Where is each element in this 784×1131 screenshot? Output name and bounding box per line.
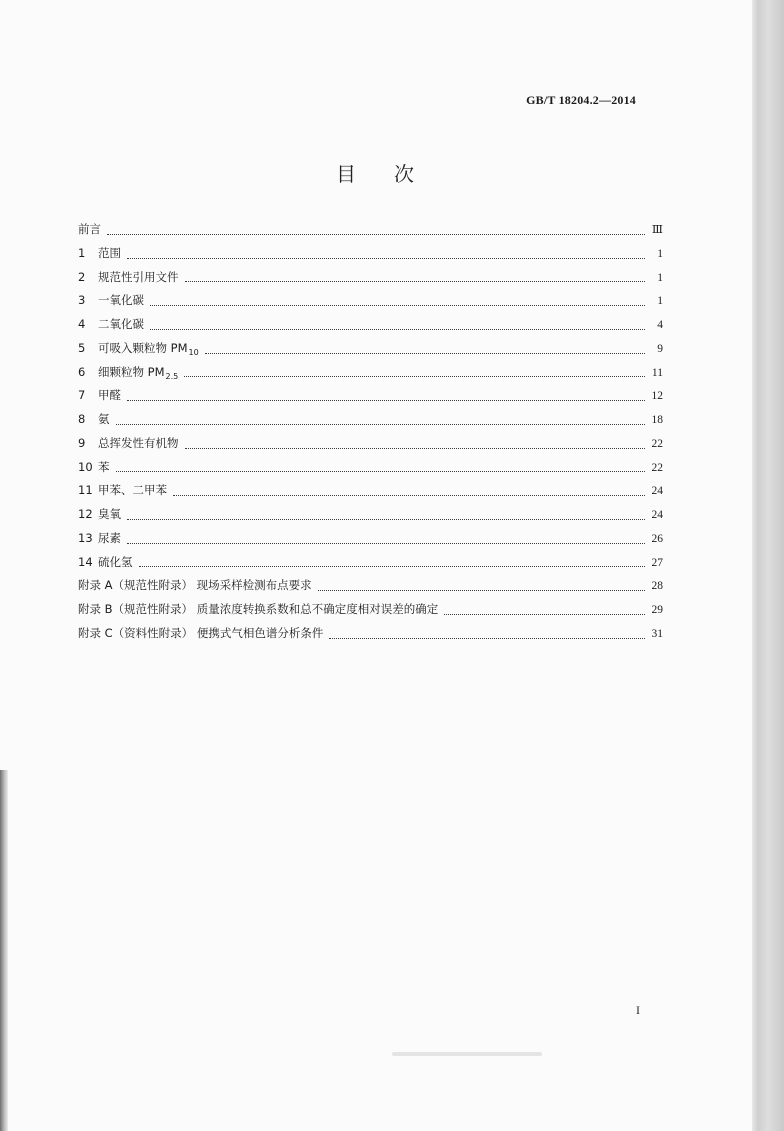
scan-left-edge — [0, 770, 8, 1131]
toc-entry[interactable] — [78, 291, 663, 315]
toc-entry-label — [78, 600, 438, 618]
toc-entry[interactable] — [78, 220, 663, 244]
toc-dot-leader — [107, 234, 645, 235]
toc-entry-text: 尿素 — [98, 530, 121, 545]
toc-entry-label — [78, 410, 110, 428]
toc-entry[interactable] — [78, 553, 663, 577]
toc-entry[interactable] — [78, 363, 663, 387]
toc-entry-number: 4 — [78, 317, 86, 331]
toc-entry-number: 10 — [78, 459, 93, 474]
toc-entry-label — [78, 220, 101, 238]
toc-entry-number: 14 — [78, 554, 93, 569]
toc-entry-text: 一氧化碳 — [98, 293, 144, 308]
toc-entry-text: 甲醛 — [98, 388, 121, 403]
toc-entry-number: 9 — [78, 435, 86, 450]
toc-entry-number: 1 — [78, 245, 86, 260]
toc-dot-leader — [127, 258, 645, 259]
toc-entry-label — [78, 553, 133, 571]
toc-entry[interactable] — [78, 600, 663, 624]
toc-title — [0, 158, 752, 187]
toc-entry-text: 苯 — [98, 459, 110, 474]
toc-dot-leader — [150, 305, 645, 306]
toc-entry-label — [78, 363, 178, 383]
toc-entry-page: 27 — [651, 556, 663, 569]
toc-entry-text: 臭氧 — [98, 507, 121, 521]
toc-entry-label — [78, 339, 199, 359]
toc-entry-label — [78, 386, 121, 404]
toc-entry[interactable] — [78, 529, 663, 553]
toc-entry-number: 11 — [78, 483, 93, 498]
toc-entry-label — [78, 624, 323, 642]
toc-entry-number: 8 — [78, 412, 86, 426]
toc-entry-label — [78, 315, 144, 333]
toc-entry-number: 12 — [78, 507, 93, 521]
toc-dot-leader — [185, 448, 646, 449]
toc-entry[interactable] — [78, 244, 663, 268]
toc-entry[interactable] — [78, 481, 663, 505]
toc-entry-text: 总挥发性有机物 — [98, 435, 179, 450]
toc-entry-label — [78, 268, 179, 286]
toc-entry-page: 22 — [651, 461, 663, 474]
toc-dot-leader — [184, 376, 645, 377]
page-number: I — [636, 1003, 640, 1017]
toc-entry[interactable] — [78, 434, 663, 458]
toc-entry-number: 7 — [78, 388, 86, 403]
toc-entry-text: 范围 — [98, 245, 121, 260]
toc-entry-label — [78, 529, 121, 547]
toc-dot-leader — [444, 614, 645, 615]
toc-entry-text: 规范性引用文件 — [98, 269, 179, 284]
toc-entry-text: 二氧化碳 — [98, 317, 144, 331]
toc-entry[interactable] — [78, 410, 663, 434]
toc-entry-label — [78, 244, 121, 262]
toc-dot-leader — [116, 424, 646, 425]
toc-entry[interactable] — [78, 339, 663, 363]
toc-entry-page: 4 — [657, 319, 663, 331]
toc-dot-leader — [185, 281, 646, 282]
toc-dot-leader — [150, 329, 645, 330]
toc-entry-page: 28 — [651, 580, 663, 593]
toc-dot-leader — [205, 353, 645, 354]
toc-entry[interactable] — [78, 576, 663, 600]
toc-entry-text: 可吸入颗粒物 PM — [98, 340, 188, 355]
toc-entry-page: 31 — [651, 627, 663, 640]
toc-entry-number: 13 — [78, 530, 93, 545]
toc-entry-text: 附录 A（规范性附录） 现场采样检测布点要求 — [78, 578, 312, 593]
toc-entry[interactable] — [78, 386, 663, 410]
toc-entry-page: 24 — [651, 485, 663, 498]
toc-entry-page: 9 — [657, 342, 663, 355]
toc-title-char: 目 — [336, 162, 358, 186]
toc-entry-label — [78, 481, 167, 499]
toc-dot-leader — [173, 495, 645, 496]
toc-entry-page: 1 — [657, 271, 663, 284]
toc-entry-text: 细颗粒物 PM — [98, 364, 165, 379]
toc-entry-text: 前言 — [78, 222, 101, 236]
toc-dot-leader — [127, 400, 645, 401]
toc-entry-page: 29 — [651, 604, 663, 616]
toc-dot-leader — [318, 590, 645, 591]
toc-title-char: 次 — [394, 162, 416, 186]
toc-entry-subscript: 10 — [188, 347, 199, 357]
toc-entry[interactable] — [78, 624, 663, 648]
toc-entry[interactable] — [78, 458, 663, 482]
scan-smudge — [392, 1052, 542, 1056]
toc-entry-page: 22 — [651, 437, 663, 450]
toc-entry-text: 附录 B（规范性附录） 质量浓度转换系数和总不确定度相对误差的确定 — [78, 602, 439, 616]
toc-dot-leader — [127, 519, 645, 520]
standard-code: GB/T 18204.2—2014 — [526, 93, 636, 107]
toc-dot-leader — [127, 543, 645, 544]
toc-entry-label — [78, 505, 121, 523]
toc-entry[interactable] — [78, 315, 663, 339]
toc-entry-page: 1 — [657, 295, 663, 308]
toc-entry-text: 硫化氢 — [98, 554, 133, 569]
toc-entry-page: Ⅲ — [651, 224, 663, 236]
toc-entry-label — [78, 434, 179, 452]
toc-dot-leader — [116, 471, 646, 472]
toc-entry-text: 氨 — [98, 412, 110, 426]
toc-entry-number: 5 — [78, 340, 86, 355]
toc-entry-label — [78, 576, 312, 594]
toc-entry-page: 11 — [651, 366, 663, 379]
toc-entry[interactable] — [78, 505, 663, 529]
toc-entry[interactable] — [78, 268, 663, 292]
toc-dot-leader — [139, 566, 646, 567]
toc-entry-label — [78, 458, 110, 476]
toc-dot-leader — [329, 638, 645, 639]
toc-entry-page: 24 — [651, 509, 663, 521]
toc-entry-page: 26 — [651, 532, 663, 545]
toc-entry-number: 3 — [78, 293, 86, 308]
toc-entry-page: 1 — [657, 247, 663, 260]
scan-right-edge — [752, 0, 784, 1131]
table-of-contents — [78, 220, 663, 648]
toc-entry-page: 12 — [651, 390, 663, 403]
toc-entry-page: 18 — [651, 414, 663, 426]
toc-entry-text: 甲苯、二甲苯 — [98, 483, 167, 498]
toc-entry-number: 2 — [78, 269, 86, 284]
toc-entry-label — [78, 291, 144, 309]
toc-entry-text: 附录 C（资料性附录） 便携式气相色谱分析条件 — [78, 625, 324, 640]
toc-entry-number: 6 — [78, 364, 86, 379]
toc-entry-subscript: 2.5 — [165, 371, 179, 381]
